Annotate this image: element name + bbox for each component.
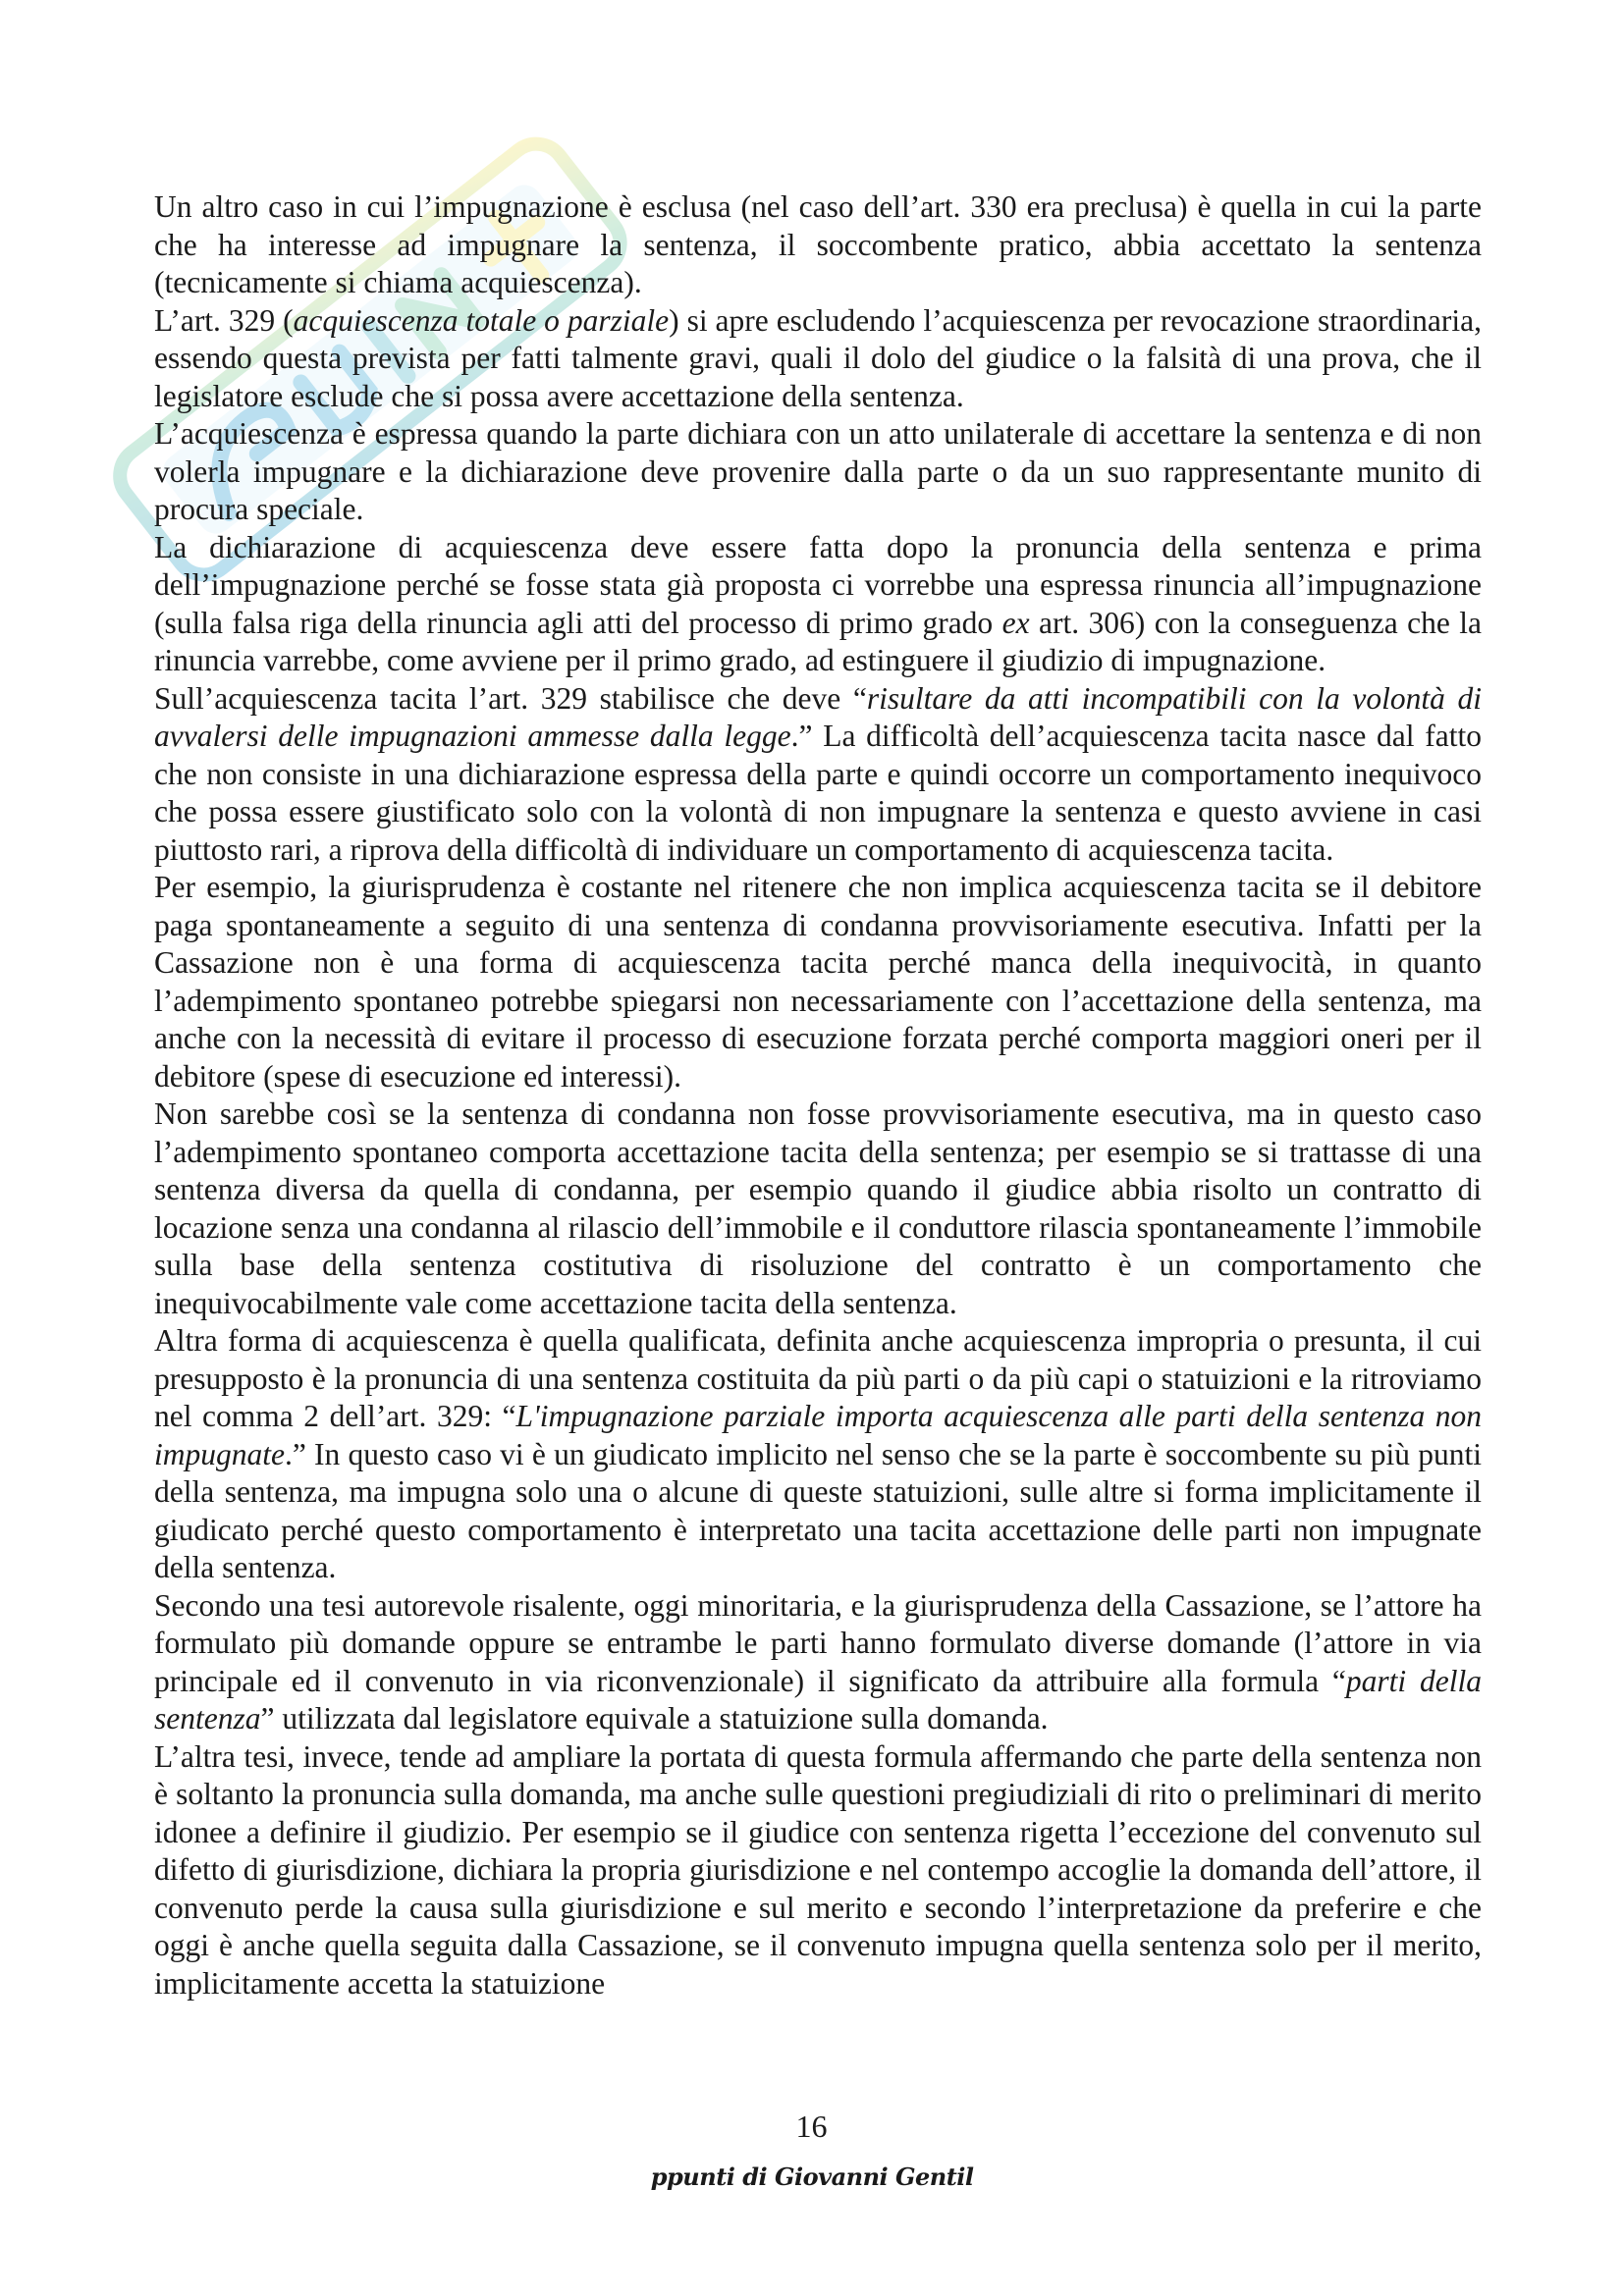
- italic-text: parti della sentenza: [154, 1663, 1483, 1735]
- text-run: L’art. 329 (: [154, 302, 294, 338]
- paragraph: [154, 188, 1482, 302]
- page-number: 16: [795, 2109, 828, 2144]
- italic-text: acquiescenza totale o parziale: [293, 302, 670, 338]
- signature-text: appunti di Giovanni Gentile: [649, 2163, 974, 2191]
- text-run: L’altra tesi, invece, tende ad ampliare la portata di questa formula affermando che parte della sentenza non è soltanto la pronuncia sulla domanda, ma anche sulle questioni pregiudiziali di rito o preliminari di merito idonee a definire il giudizio. Per esempio se il giudice con sentenza rigetta l’eccezione del convenuto sul difetto di giurisdizione, dichiara la propria giurisdizione e nel contempo accoglie la domanda dell’attore, il convenuto perde la causa sulla giurisdizione e sul merito e secondo l’interpretazione da preferire e che oggi è anche quella seguita dalla Cassazione, se il convenuto impugna quella sentenza solo per il merito, implicitamente accetta la statuizione: [154, 1738, 1482, 2001]
- text-run: .” La difficoltà dell’acquiescenza tacita nasce dal fatto che non consiste in una dichiarazione espressa della parte e quindi occorre un comportamento inequivoco che possa essere giustificato solo con la volontà di non impugnare la sentenza e questo avviene in casi piuttosto rari, a riprova della difficoltà di individuare un comportamento di acquiescenza tacita.: [154, 719, 1482, 867]
- paragraph: [154, 869, 1482, 1095]
- paragraph: [154, 1738, 1482, 2003]
- italic-text: ex: [1001, 605, 1030, 640]
- text-run: .” In questo caso vi è un giudicato implicito nel senso che se la parte è soccombente su più punti della sentenza, ma impugna solo una o alcune di queste statuizioni, sulle altre si forma implicitamente il giudicato perché questo comportamento è interpretato una tacita accettazione delle parti non impugnate della sentenza.: [154, 1436, 1482, 1584]
- text-run: Non sarebbe così se la sentenza di condanna non fosse provvisoriamente esecutiva, ma in questo caso l’adempimento spontaneo comporta accettazione tacita della sentenza; per esempio se si trattasse di una sentenza diversa da quella di condanna, per esempio quando il giudice abbia risolto un contratto di locazione senza una condanna al rilascio dell’immobile e il conduttore rilascia spontaneamente l’immobile sulla base della sentenza costitutiva di risoluzione del contratto è un comportamento che inequivocabilmente vale come accettazione tacita della sentenza.: [154, 1096, 1482, 1320]
- document-body: [154, 188, 1482, 2002]
- text-run: La dichiarazione di acquiescenza deve essere fatta dopo la pronuncia della sentenza e prima dell’impugnazione perché se fosse stata già proposta ci vorrebbe una espressa rinuncia all’impugnazione (sulla falsa riga della rinuncia agli atti del processo di primo grado: [154, 529, 1482, 640]
- text-run: art. 306) con la conseguenza che la rinuncia varrebbe, come avviene per il primo grado, ad estinguere il giudizio di impugnazione.: [154, 605, 1482, 677]
- text-run: L’acquiescenza è espressa quando la parte dichiara con un atto unilaterale di accettare la sentenza e di non volerla impugnare e la dichiarazione deve provenire dalla parte o da un suo rappresentante munito di procura speciale.: [154, 416, 1482, 526]
- paragraph: [154, 302, 1482, 416]
- text-run: ” utilizzata dal legislatore equivale a statuizione sulla domanda.: [260, 1701, 1049, 1735]
- author-signature: [0, 2150, 1623, 2210]
- paragraph: [154, 529, 1482, 680]
- text-run: Altra forma di acquiescenza è quella qualificata, definita anche acquiescenza impropria o presunta, il cui presupposto è la pronuncia di una sentenza costituita da più parti o da più capi o statuizioni e la ritroviamo nel comma 2 dell’art. 329: “: [154, 1323, 1482, 1433]
- text-run: Secondo una tesi autorevole risalente, oggi minoritaria, e la giurisprudenza della Cassazione, se l’attore ha formulato più domande oppure se entrambe le parti hanno formulato diverse domande (l’attore in via principale ed il convenuto in via riconvenzionale) il significato da attribuire alla formula “: [154, 1587, 1482, 1698]
- paragraph: [154, 415, 1482, 529]
- italic-text: risultare da atti incompatibili con la volontà di avvalersi delle impugnazioni ammesse dalla legge: [154, 680, 1482, 753]
- text-run: Sull’acquiescenza tacita l’art. 329 stabilisce che deve “: [154, 680, 867, 716]
- paragraph: [154, 1322, 1482, 1587]
- paragraph: [154, 1587, 1482, 1738]
- text-run: Un altro caso in cui l’impugnazione è esclusa (nel caso dell’art. 330 era preclusa) è quella in cui la parte che ha interesse ad impugnare la sentenza, il soccombente pratico, abbia accettato la sentenza (tecnicamente si chiama acquiescenza).: [154, 189, 1482, 299]
- signature-graphic: [650, 2150, 974, 2205]
- text-run: Per esempio, la giurisprudenza è costante nel ritenere che non implica acquiescenza tacita se il debitore paga spontaneamente a seguito di una sentenza di condanna provvisoriamente esecutiva. Infatti per la Cassazione non è una forma di acquiescenza tacita perché manca della inequivocità, in quanto l’adempimento spontaneo potrebbe spiegarsi non necessariamente con l’accettazione della sentenza, ma anche con la necessità di evitare il processo di esecuzione forzata perché comporta maggiori oneri per il debitore (spese di esecuzione ed interessi).: [154, 870, 1482, 1094]
- italic-text: L'impugnazione parziale importa acquiescenza alle parti della sentenza non impugnate: [154, 1399, 1482, 1471]
- text-run: ) si apre escludendo l’acquiescenza per revocazione straordinaria, essendo questa prevista per fatti talmente gravi, quali il dolo del giudice o la falsità di una prova, che il legislatore esclude che si possa avere accettazione della sentenza.: [154, 302, 1482, 413]
- paragraph: [154, 680, 1482, 870]
- paragraph: [154, 1095, 1482, 1322]
